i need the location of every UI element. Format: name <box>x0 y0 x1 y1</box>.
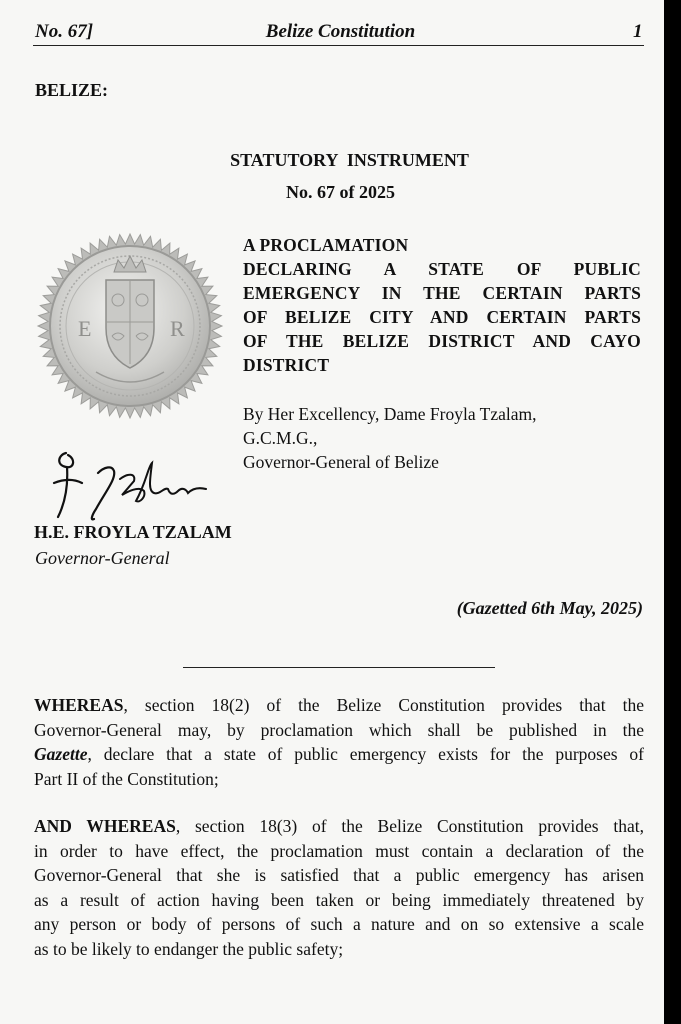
paragraph-line: any person or body of persons of such a nature and on so extensive a scale <box>34 914 644 934</box>
header-number: No. 67] <box>35 21 94 42</box>
proclamation-title-line: EMERGENCY IN THE CERTAIN PARTS <box>243 283 641 303</box>
seal-letter-left: E <box>78 316 92 341</box>
proclamation-title-line: OF THE BELIZE DISTRICT AND CAYO <box>243 331 641 351</box>
issuer-line: By Her Excellency, Dame Froyla Tzalam, <box>243 404 537 424</box>
seal-letter-right: R <box>170 316 185 341</box>
instrument-number-text: No. 67 of 2025 <box>286 182 395 202</box>
paragraph-text: , section 18(3) of the Belize Constitution provides that, <box>175 816 644 836</box>
embossed-seal <box>36 232 224 420</box>
proclamation-title <box>243 233 641 377</box>
paragraph-line: Governor-General that she is satisfied that a public emergency has arisen <box>34 865 644 885</box>
section-separator <box>183 667 495 668</box>
proclamation-title-line: OF BELIZE CITY AND CERTAIN PARTS <box>243 307 641 327</box>
header-title-text: Belize Constitution <box>265 21 416 42</box>
paragraph-line: in order to have effect, the proclamation must contain a declaration of the <box>34 840 644 861</box>
issuer-line: Governor-General of Belize <box>243 452 439 472</box>
issuer-block <box>243 402 641 474</box>
header-title <box>0 21 681 43</box>
instrument-type-text: STATUTORY INSTRUMENT <box>230 150 469 170</box>
gazetted-date: (Gazetted 6th May, 2025) <box>456 598 643 618</box>
instrument-number <box>0 182 681 203</box>
header-page-number: 1 <box>633 21 643 42</box>
whereas-paragraph-1 <box>34 693 644 791</box>
country-label: BELIZE: <box>35 80 109 100</box>
gazette-term: Gazette <box>34 744 88 764</box>
signatory-role: Governor-General <box>35 548 170 568</box>
paragraph-text: , section 18(2) of the Belize Constitution provides that the <box>123 695 644 715</box>
signatory-name: H.E. FROYLA TZALAM <box>34 522 232 542</box>
whereas-paragraph-2 <box>34 814 644 961</box>
paragraph-line <box>34 742 644 767</box>
and-whereas-lead: AND WHEREAS <box>34 816 176 836</box>
paragraph-line: Part II of the Constitution; <box>34 768 219 789</box>
paragraph-text: , declare that a state of public emergency exists for the purposes of <box>87 744 644 764</box>
proclamation-title-line: DECLARING A STATE OF PUBLIC <box>243 259 641 279</box>
header-rule <box>33 45 644 46</box>
paragraph-line: as a result of action having been taken or being immediately threatened by <box>34 889 644 910</box>
proclamation-title-line: DISTRICT <box>243 355 330 375</box>
whereas-lead: WHEREAS <box>34 695 124 715</box>
paragraph-line <box>34 693 644 718</box>
paragraph-line: Governor-General may, by proclamation which shall be published in the <box>34 719 644 740</box>
issuer-line: G.C.M.G., <box>243 428 318 448</box>
paragraph-line: as to be likely to endanger the public safety; <box>34 938 344 959</box>
proclamation-title-line: A PROCLAMATION <box>243 235 409 255</box>
handwritten-signature <box>36 443 226 523</box>
paragraph-line <box>34 814 644 839</box>
